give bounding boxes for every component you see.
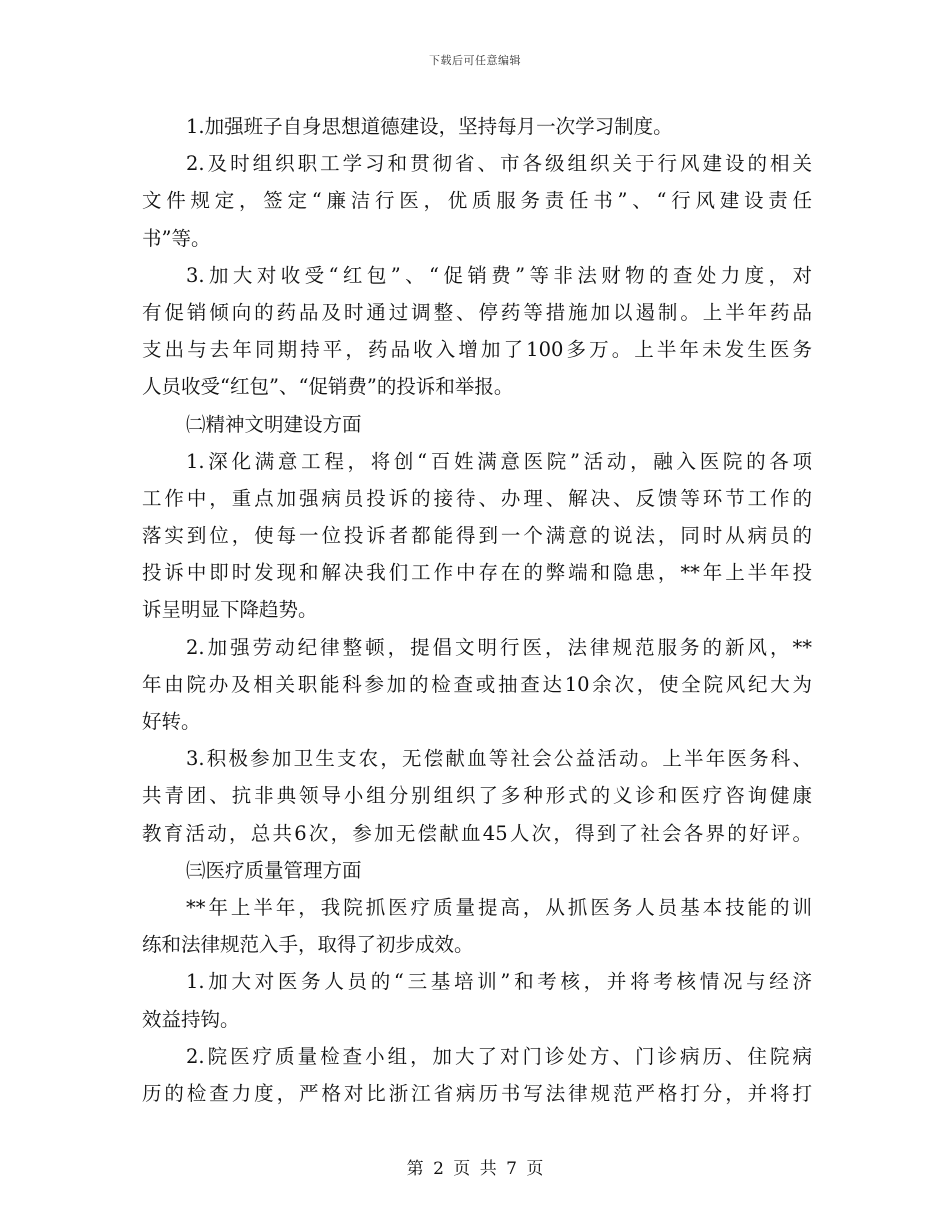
paragraph-line: 2.加强劳动纪律整顿，提倡文明行医，法律规范服务的新风，** <box>186 635 812 659</box>
section-heading: ㈡精神文明建设方面 <box>186 412 362 436</box>
paragraph-line: 工作中，重点加强病员投诉的接待、办理、解决、反馈等环节工作的 <box>142 486 812 510</box>
paragraph-line: 支出与去年同期持平，药品收入增加了100多万。上半年未发生医务 <box>142 338 812 362</box>
page-footer: 第 2 页 共 7 页 <box>406 1159 544 1179</box>
paragraph-line: 投诉中即时发现和解决我们工作中存在的弊端和隐患，**年上半年投 <box>142 561 812 585</box>
paragraph-line: 书”等。 <box>142 226 211 250</box>
paragraph-line: 年由院办及相关职能科参加的检查或抽查达10余次，使全院风纪大为 <box>142 672 812 696</box>
paragraph-line: 效益持钩。 <box>142 1007 240 1031</box>
paragraph-line: 练和法律规范入手，取得了初步成效。 <box>142 933 474 957</box>
document-body <box>142 108 812 1112</box>
paragraph-line: 好转。 <box>142 710 201 733</box>
paragraph-line: 教育活动，总共6次，参加无偿献血45人次，得到了社会各界的好评。 <box>142 821 812 845</box>
paragraph-line: 诉呈明显下降趋势。 <box>142 598 318 622</box>
paragraph-line: 有促销倾向的药品及时通过调整、停药等措施加以遏制。上半年药品 <box>142 300 812 324</box>
paragraph-line: 1.加大对医务人员的“三基培训”和考核，并将考核情况与经济 <box>186 970 812 994</box>
paragraph-line: 共青团、抗非典领导小组分别组织了多种形式的义诊和医疗咨询健康 <box>142 784 812 808</box>
page-header: 下载后可任意编辑 <box>429 54 521 67</box>
paragraph-line: 2.及时组织职工学习和贯彻省、市各级组织关于行风建设的相关 <box>186 152 812 176</box>
paragraph-line: 1.加强班子自身思想道德建设，坚持每月一次学习制度。 <box>186 115 673 138</box>
paragraph-line: 历的检查力度，严格对比浙江省病历书写法律规范严格打分，并将打 <box>142 1081 812 1105</box>
paragraph-line: **年上半年，我院抓医疗质量提高，从抓医务人员基本技能的训 <box>186 895 812 919</box>
paragraph-line: 文件规定，签定“廉洁行医，优质服务责任书”、“行风建设责任 <box>142 189 812 213</box>
paragraph-line: 落实到位，使每一位投诉者都能得到一个满意的说法，同时从病员的 <box>142 524 812 548</box>
paragraph-line: 1.深化满意工程，将创“百姓满意医院”活动，融入医院的各项 <box>186 449 812 473</box>
paragraph-line: 3.加大对收受“红包”、“促销费”等非法财物的查处力度，对 <box>186 263 812 287</box>
paragraph-line: 2.院医疗质量检查小组，加大了对门诊处方、门诊病历、住院病 <box>186 1044 812 1068</box>
paragraph-line: 人员收受“红包”、“促销费”的投诉和举报。 <box>142 375 514 399</box>
section-heading: ㈢医疗质量管理方面 <box>186 858 362 882</box>
paragraph-line: 3.积极参加卫生支农，无偿献血等社会公益活动。上半年医务科、 <box>186 747 812 771</box>
